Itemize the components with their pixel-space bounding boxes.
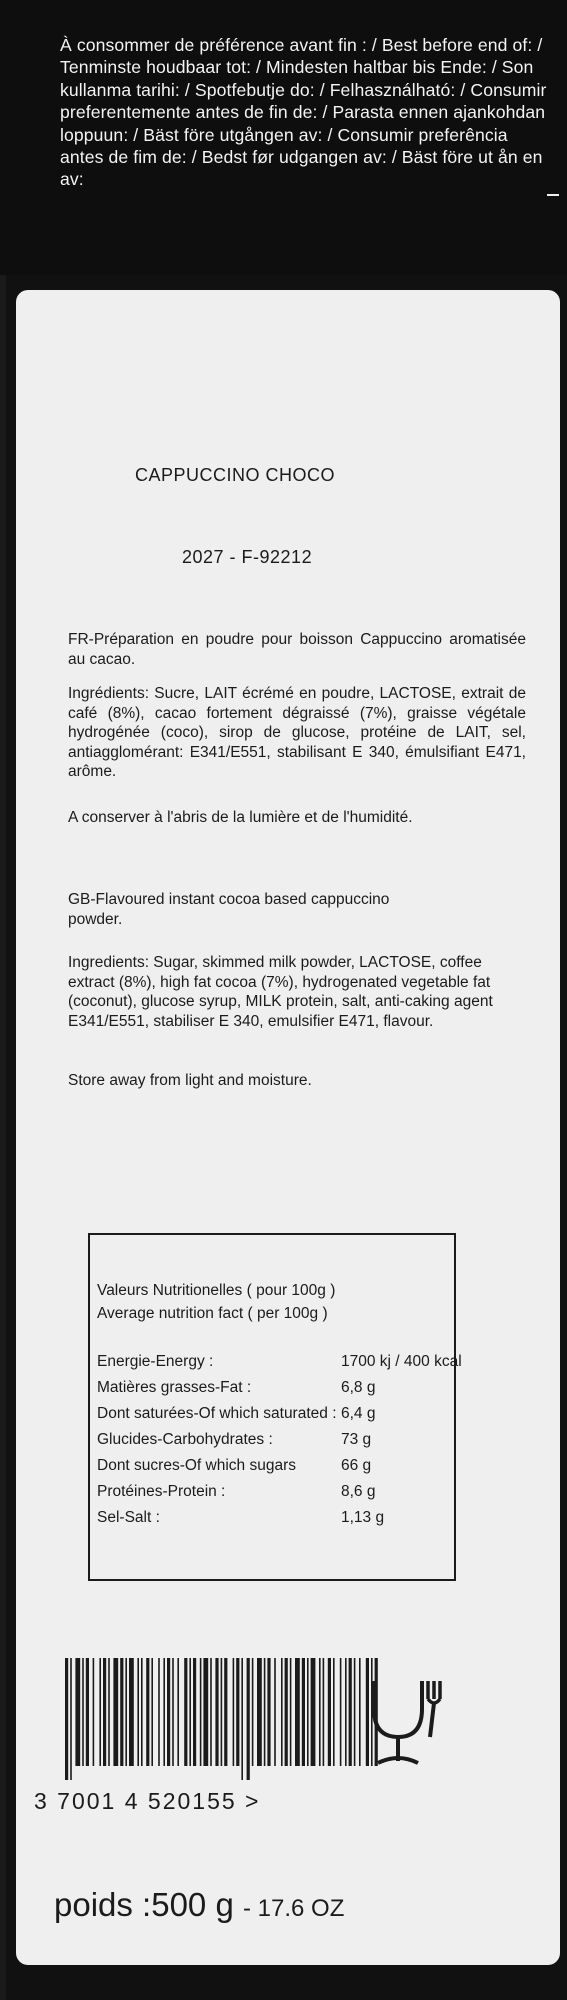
weight-grams: poids :500 g [54, 1886, 234, 1923]
product-label [16, 290, 560, 1965]
best-before-text: À consommer de préférence avant fin : / Best before end of: / Tenminste houdbaar tot: / Mindesten haltbar bis Ende: / Son kullanma tarihi: / Spotfebutje do: / Felhasználható: / Consumir preferentemente antes de fin de: / Parasta ennen ajankohdan loppuun: / Bäst före utgången av: / Consumir preferência antes de fim de: / Bedst før udgangen av: / Bäst före ut ån en av: [60, 35, 547, 190]
barcode-number: 3 7001 4 520155 > [34, 1788, 261, 1814]
product-name: CAPPUCCINO CHOCO [135, 465, 336, 485]
fr-description: FR-Préparation en poudre pour boisson Cappuccino aromatisée au cacao. [68, 631, 526, 668]
barcode-icon [63, 1658, 379, 1780]
lot-code: 2027 - F-92212 [182, 547, 313, 567]
food-safe-glass-fork-icon [368, 1677, 448, 1773]
gb-ingredients: Ingredients: Sugar, skimmed milk powder, LACTOSE, coffee extract (8%), high fat cocoa (7%), hydrogenated vegetable fat (coconut), glucose syrup, MILK protein, salt, anti-caking agent E341/E551, stabiliser E 340, emulsifier E471, flavour. [68, 954, 493, 1030]
nutrient-value: 73 g [341, 1431, 372, 1448]
net-weight [54, 1886, 344, 1924]
nutrient-name: Protéines-Protein : [97, 1483, 226, 1500]
weight-ounces: - 17.6 OZ [242, 1895, 345, 1922]
nutrition-row [97, 1428, 452, 1452]
nutrition-header-en: Average nutrition fact ( per 100g ) [97, 1305, 328, 1322]
nutrition-header-fr: Valeurs Nutritionelles ( pour 100g ) [97, 1282, 336, 1299]
nutrition-row [97, 1454, 452, 1478]
nutrient-value: 6,4 g [341, 1405, 376, 1422]
nutrient-value: 1700 kj / 400 kcal [341, 1353, 462, 1370]
best-before-banner [0, 0, 567, 275]
nutrition-row [97, 1402, 452, 1426]
nutrient-value: 66 g [341, 1457, 372, 1474]
nutrition-row [97, 1350, 462, 1374]
nutrient-name: Dont saturées-Of which saturated : [97, 1405, 337, 1422]
nutrient-value: 6,8 g [341, 1379, 376, 1396]
gb-storage: Store away from light and moisture. [68, 1072, 312, 1089]
nutrient-value: 8,6 g [341, 1483, 376, 1500]
nutrient-name: Dont sucres-Of which sugars [97, 1457, 296, 1474]
fr-ingredients: Ingrédients: Sucre, LAIT écrémé en poudre, LACTOSE, extrait de café (8%), cacao fortement dégraissé (7%), graisse végétale hydrogénée (coco), sirop de glucose, protéine de LAIT, sel, antiagglomérant: E341/E551, stabilisant E 340, émulsifiant E471, arôme. [68, 685, 526, 780]
nutrition-table [88, 1233, 462, 1581]
nutrient-name: Energie-Energy : [97, 1353, 214, 1370]
nutrient-value: 1,13 g [341, 1509, 385, 1526]
nutrition-row [97, 1480, 452, 1504]
date-placeholder-line [547, 194, 559, 196]
gb-description: GB-Flavoured instant cocoa based cappuccino powder. [68, 891, 390, 928]
nutrition-row [97, 1506, 452, 1530]
nutrition-header [97, 1279, 335, 1325]
nutrient-name: Matières grasses-Fat : [97, 1379, 252, 1396]
nutrient-name: Glucides-Carbohydrates : [97, 1431, 273, 1448]
package-edge [0, 0, 6, 2000]
nutrient-name: Sel-Salt : [97, 1509, 160, 1526]
fr-storage: A conserver à l'abris de la lumière et de l'humidité. [68, 809, 413, 826]
nutrition-row [97, 1376, 452, 1400]
